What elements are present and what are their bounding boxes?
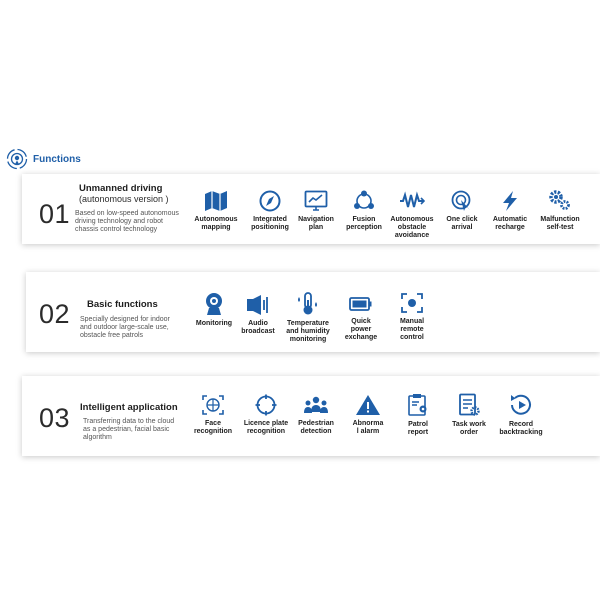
target-icon: [254, 394, 278, 416]
feature-label: Record backtracking: [499, 421, 543, 436]
feature-patrol-report: [389, 393, 447, 437]
section-number: 02: [39, 299, 71, 329]
lightning-icon: [498, 190, 522, 212]
feature-card-unmanned-driving: [22, 174, 600, 244]
feature-label: Integrated positioning: [251, 216, 289, 231]
feature-card-basic-functions: [26, 272, 600, 352]
feature-card-intelligent-application: [22, 376, 600, 456]
feature-label: Audio broadcast: [241, 320, 275, 335]
feature-manual-remote-control: [383, 292, 441, 342]
clipboard-location-icon: [406, 393, 430, 417]
section-number: 03: [39, 403, 71, 433]
feature-label: Navigation plan: [298, 216, 334, 231]
one-click-icon: [450, 190, 474, 212]
work-order-icon: [457, 393, 481, 417]
map-icon: [204, 190, 228, 212]
section-title: Intelligent application: [80, 402, 178, 413]
face-scan-icon: [201, 394, 225, 416]
feature-pedestrian-detection: [287, 394, 345, 436]
section-header: [6, 148, 81, 170]
feature-label: Task work order: [452, 421, 486, 436]
obstacle-avoidance-icon: [399, 190, 425, 212]
feature-label: Quick power exchange: [344, 318, 378, 341]
gears-icon: [547, 188, 573, 212]
feature-label: Face recognition: [193, 420, 233, 435]
section-number: 01: [39, 199, 71, 229]
webcam-icon: [202, 292, 226, 316]
feature-quick-power-exchange: [332, 294, 390, 342]
compass-icon: [258, 190, 282, 212]
feature-label: Fusion perception: [346, 216, 382, 231]
feature-task-work-order: [440, 393, 498, 437]
feature-malfunction-self-test: [531, 188, 589, 232]
location-radar-icon: [6, 148, 28, 170]
feature-autonomous-mapping: [187, 190, 245, 232]
feature-label: Autonomous mapping: [194, 216, 238, 231]
page-title: Functions: [33, 153, 81, 165]
feature-label: Automatic recharge: [492, 216, 528, 231]
feature-label: Manual remote control: [399, 318, 425, 341]
section-subtitle: (autonomous version ): [79, 194, 169, 204]
playback-icon: [508, 393, 534, 417]
feature-label: Monitoring: [195, 320, 233, 327]
thermometer-icon: [295, 292, 321, 316]
warning-icon: [355, 394, 381, 416]
feature-temperature-humidity-monitoring: [279, 292, 337, 344]
section-title: Unmanned driving: [79, 183, 163, 194]
feature-record-backtracking: [492, 393, 550, 437]
feature-label: Malfunction self-test: [540, 216, 580, 231]
people-icon: [303, 394, 329, 416]
battery-icon: [349, 294, 373, 314]
section-description: Transferring data to the cloud as a pedestrian, facial basic algorithm: [83, 418, 175, 441]
feature-label: Patrol report: [407, 421, 429, 436]
speaker-icon: [245, 294, 271, 316]
feature-label: Autonomous obstacle avoidance: [390, 216, 434, 239]
section-description: Based on low-speed autonomous driving technology and robot chassis control technology: [75, 210, 179, 233]
section-description: Specially designed for indoor and outdoor large-scale use, obstacle free patrols: [80, 316, 170, 339]
feature-label: Temperature and humidity monitoring: [286, 320, 330, 343]
feature-label: Pedestrian detection: [298, 420, 334, 435]
feature-label: Licence plate recognition: [243, 420, 289, 435]
remote-control-icon: [400, 292, 424, 314]
feature-face-recognition: [184, 394, 242, 436]
section-title: Basic functions: [87, 299, 158, 310]
feature-label: Abnorma l alarm: [352, 420, 384, 435]
feature-label: One click arrival: [446, 216, 478, 231]
navigation-screen-icon: [304, 190, 328, 212]
fusion-icon: [352, 190, 376, 212]
